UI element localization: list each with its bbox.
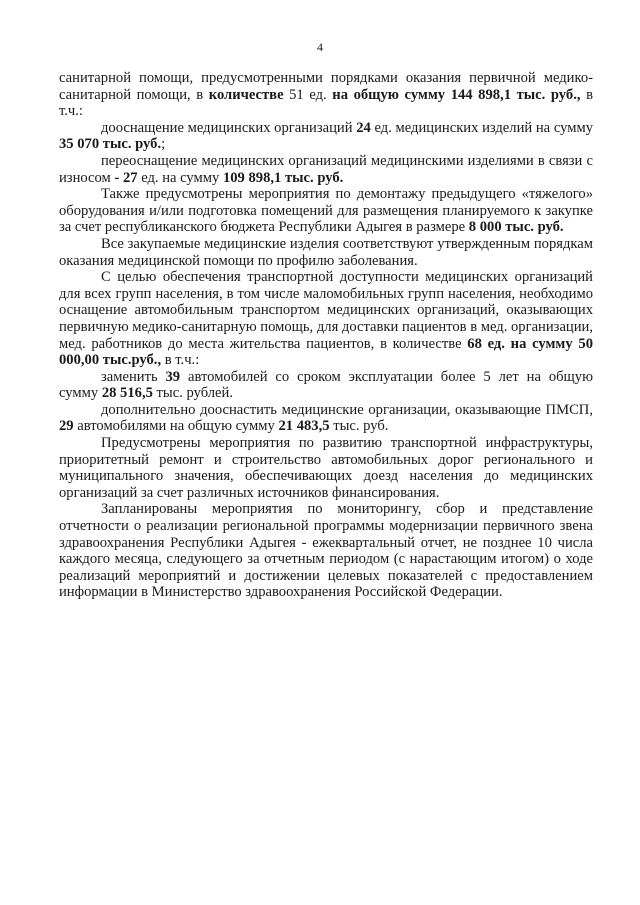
text-run: ; xyxy=(161,136,166,153)
bold-run: 21 483,5 xyxy=(278,418,330,435)
text-run: Также предусмотрены мероприятия по демонтажу предыдущего «тяжелого» оборудования и/или подготовка помещений для размещения планируемого к закупке за счет республиканского бюджета Республики Адыгея в размере xyxy=(59,186,593,236)
bold-run: 39 xyxy=(165,368,181,385)
paragraph-6 xyxy=(59,269,593,369)
page-number: 4 xyxy=(317,40,323,54)
bold-run: количестве xyxy=(208,86,284,103)
text-run: ед. медицинских изделий на сумму xyxy=(370,119,593,136)
text-run: тыс. руб. xyxy=(329,418,389,435)
text-run: переоснащение медицинских организаций медицинскими изделиями в связи с износом xyxy=(59,152,593,186)
bold-run: 24 xyxy=(356,119,371,136)
paragraph-5 xyxy=(59,236,593,269)
text-run: дооснащение медицинских организаций xyxy=(101,119,357,136)
paragraph-8 xyxy=(59,402,593,435)
text-run: санитарной помощи, предусмотренными порядками оказания первичной медико-санитарной помощи, в xyxy=(59,70,593,103)
paragraph-1 xyxy=(59,70,593,120)
bold-run: 8 000 тыс. руб. xyxy=(468,219,564,236)
paragraph-4 xyxy=(59,186,593,236)
text-run: тыс. рублей. xyxy=(152,385,233,402)
bold-run: 35 070 тыс. руб. xyxy=(59,136,162,153)
bold-run: на общую сумму 144 898,1 тыс. руб., xyxy=(332,86,581,103)
text-run: Запланированы мероприятия по мониторингу, сбор и представление отчетности о реализации региональной программы модернизации первичного звена здравоохранения Республики Адыгея - ежеквартальный отчет, не позднее 10 числа каждого месяца, следующего за отчетным периодом (с нарастающим итогом) о ходе реализаций мероприятий и достижении целевых показателей с предоставлением информации в Министерство здравоохранения Российской Федерации. xyxy=(59,501,593,601)
bold-run: 109 898,1 тыс. руб. xyxy=(222,169,344,186)
bold-run: - 27 xyxy=(114,169,138,186)
text-run: 51 ед. xyxy=(283,86,333,103)
bold-run: 28 516,5 xyxy=(101,385,153,402)
text-run: заменить xyxy=(101,368,166,385)
text-run: автомобилей со сроком эксплуатации более 5 лет на общую сумму xyxy=(59,368,593,402)
paragraph-3 xyxy=(59,153,593,186)
paragraph-7 xyxy=(59,369,593,402)
paragraph-9 xyxy=(59,435,593,501)
bold-run: 68 ед. на сумму 50 000,00 тыс.руб., xyxy=(59,335,593,369)
text-run: в т.ч.: xyxy=(161,352,200,369)
text-run: С целью обеспечения транспортной доступности медицинских организаций для всех групп населения, в том числе маломобильных групп населения, необходимо оснащение автомобильным транспортом медицинских организаций, оказывающих первичную медико-санитарную помощь, для доставки пациентов в мед. организации, мед. работников до места жительства пациентов, в количестве xyxy=(59,269,593,352)
text-run: дополнительно дооснастить медицинские организации, оказывающие ПМСП, xyxy=(101,401,593,418)
paragraph-2 xyxy=(59,120,593,153)
text-run: автомобилями на общую сумму xyxy=(73,418,279,435)
text-run: Предусмотрены мероприятия по развитию транспортной инфраструктуры, приоритетный ремонт и строительство автомобильных дорог регионального и муниципального значения, обеспечивающих доезд населения до медицинских организаций за счет различных источников финансирования. xyxy=(59,435,593,501)
bold-run: 29 xyxy=(59,418,74,435)
paragraph-10 xyxy=(59,501,593,601)
text-run: в т.ч.: xyxy=(59,86,593,120)
text-run: Все закупаемые медицинские изделия соответствуют утвержденным порядкам оказания медицинской помощи по профилю заболевания. xyxy=(59,235,593,269)
text-run: ед. на сумму xyxy=(137,169,223,186)
document-body xyxy=(59,70,593,601)
